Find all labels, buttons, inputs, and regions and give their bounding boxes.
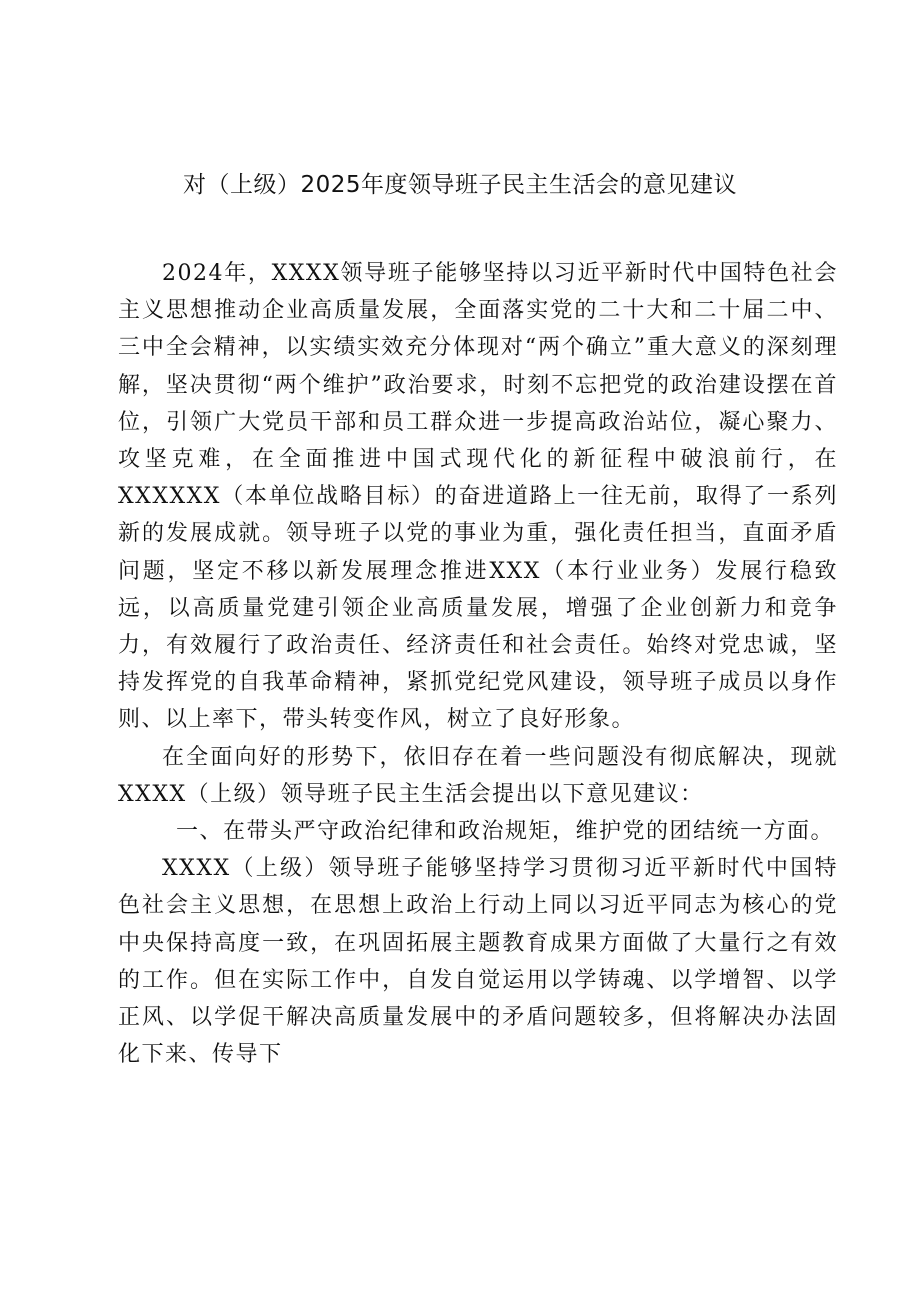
paragraph-section-one: XXXX（上级）领导班子能够坚持学习贯彻习近平新时代中国特色社会主义思想，在思想上政治上行动上同以习近平同志为核心的党中央保持高度一致，在巩固拓展主题教育成果方面做了大量行之有效的工作。但在实际工作中，自发自觉运用以学铸魂、以学增智、以学正风、以学促干解决高质量发展中的矛盾问题较多，但将解决办法固化下来、传导下 bbox=[118, 856, 838, 1068]
paragraph-transition: 在全面向好的形势下，依旧存在着一些问题没有彻底解决，现就XXXX（上级）领导班子民主生活会提出以下意见建议： bbox=[118, 744, 838, 807]
section-heading: 一、在带头严守政治纪律和政治规矩，维护党的团结统一方面。 bbox=[176, 819, 835, 845]
paragraph-intro: 2024年，XXXX领导班子能够坚持以习近平新时代中国特色社会主义思想推动企业高质量发展，全面落实党的二十大和二十届二中、三中全会精神，以实绩实效充分体现对“两个确立”重大意义的深刻理解，坚决贯彻“两个维护”政治要求，时刻不忘把党的政治建设摆在首位，引领广大党员干部和员工群众进一步提高政治站位，凝心聚力、攻坚克难，在全面推进中国式现代化的新征程中破浪前行，在XXXXXX（本单位战略目标）的奋进道路上一往无前，取得了一系列新的发展成就。领导班子以党的事业为重，强化责任担当，直面矛盾问题，坚定不移以新发展理念推进XXX（本行业业务）发展行稳致远，以高质量党建引领企业高质量发展，增强了企业创新力和竞争力，有效履行了政治责任、经济责任和社会责任。始终对党忠诚，坚持发挥党的自我革命精神，紧抓党纪党风建设，领导班子成员以身作则、以上率下，带头转变作风，树立了良好形象。 bbox=[118, 261, 838, 733]
document-body bbox=[118, 255, 838, 1073]
document-title: 对（上级）2025年度领导班子民主生活会的意见建议 bbox=[182, 172, 738, 198]
